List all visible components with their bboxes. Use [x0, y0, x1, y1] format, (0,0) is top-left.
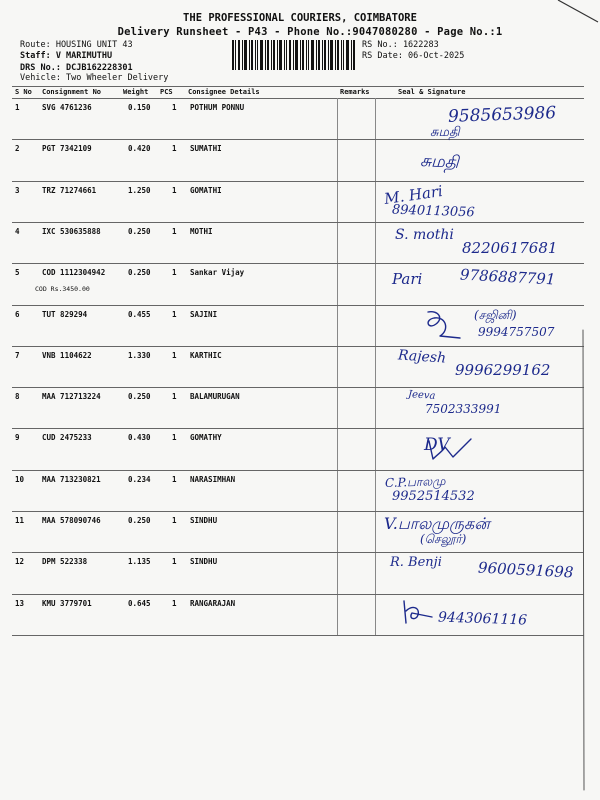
- row-weight: 0.250: [128, 268, 151, 278]
- row-consignee: NARASIMHAN: [190, 474, 236, 484]
- row-weight: 0.430: [128, 433, 151, 443]
- handwritten-signature-line: Pari: [392, 270, 423, 289]
- drs-label: DRS No.: DCJB162228301: [20, 63, 133, 73]
- right-edge-pen-line: [580, 330, 590, 790]
- handwritten-signature-line: R. Benji: [390, 555, 442, 571]
- handwritten-signature-line: DV: [424, 435, 450, 456]
- row-pcs: 1: [172, 557, 177, 567]
- row-divider: [12, 552, 584, 553]
- row-consignee: POTHUM PONNU: [190, 103, 245, 112]
- row-consignment-no: SVG 4761236: [42, 103, 92, 112]
- row-pcs: 1: [172, 103, 177, 112]
- row-consignment-no: MAA 578090746: [42, 516, 101, 525]
- row-divider: [12, 387, 584, 388]
- row-divider: [12, 635, 584, 636]
- row-weight: 0.420: [128, 144, 151, 154]
- row-sno: 2: [15, 144, 20, 154]
- remarks-right-rule: [375, 98, 376, 636]
- row-consignment-no: MAA 713230821: [42, 474, 101, 484]
- handwritten-signature-line: 8940113056: [391, 202, 475, 221]
- row-divider: [12, 428, 584, 429]
- handwritten-signature-line: C.P.பாலமு: [384, 473, 446, 490]
- row-consignee: GOMATHY: [190, 433, 222, 443]
- handwritten-signature-line: 9585653986: [447, 103, 557, 127]
- row-consignment-no: MAA 712713224: [42, 392, 101, 402]
- row-pcs: 1: [172, 185, 177, 195]
- row-pcs: 1: [172, 309, 177, 319]
- row-consignee: RANGARAJAN: [190, 598, 236, 608]
- row-weight: 0.250: [128, 392, 151, 402]
- handwritten-signature-line: 9786887791: [459, 265, 556, 289]
- row-pcs: 1: [172, 516, 177, 525]
- runsheet-title: Delivery Runsheet - P43 - Phone No.:9047080280 - Page No.:1: [117, 26, 503, 38]
- handwritten-signature-line: 7502333991: [425, 402, 502, 417]
- row-pcs: 1: [172, 433, 177, 443]
- row-pcs: 1: [172, 350, 177, 360]
- col-seal-signature: Seal & Signature: [398, 88, 466, 96]
- row-consignment-no: DPM 522338: [42, 557, 88, 567]
- row-consignee: BALAMURUGAN: [190, 392, 240, 402]
- handwritten-signature-line: Rajesh: [397, 347, 447, 367]
- row-consignment-no: KMU 3779701: [42, 598, 92, 608]
- row-weight: 0.645: [128, 598, 151, 608]
- row-weight: 0.455: [128, 309, 151, 319]
- row-divider: [12, 263, 584, 264]
- row-divider: [12, 511, 584, 512]
- handwritten-signature-line: 8220617681: [462, 238, 558, 257]
- row-sno: 11: [15, 516, 25, 525]
- row-weight: 0.150: [128, 103, 151, 112]
- row-consignee: Sankar Vijay: [190, 268, 245, 278]
- col-pcs: PCS: [160, 88, 173, 96]
- col-consignee: Consignee Details: [188, 88, 260, 96]
- row-6-signature-stroke: [420, 308, 465, 342]
- row-13-signature-stroke: [398, 597, 438, 627]
- row-consignee: SINDHU: [190, 516, 218, 525]
- row-weight: 0.250: [128, 226, 151, 236]
- handwritten-signature-line: Jeeva: [407, 389, 436, 403]
- handwritten-signature-line: (சஜினி): [474, 307, 517, 322]
- row-pcs: 1: [172, 474, 177, 484]
- row-divider: [12, 139, 584, 140]
- handwritten-signature-line: 9443061116: [437, 609, 528, 629]
- row-sno: 4: [15, 226, 20, 236]
- col-weight: Weight: [123, 88, 149, 96]
- row-weight: 1.330: [128, 350, 151, 360]
- row-sno: 12: [15, 557, 25, 567]
- handwritten-signature-line: V.பாலமுருகன்: [384, 514, 490, 533]
- row-consignee: SUMATHI: [190, 144, 222, 154]
- row-weight: 1.250: [128, 185, 151, 195]
- row-divider: [12, 470, 584, 471]
- table-header-rule: [12, 98, 584, 99]
- route-label: Route: HOUSING UNIT 43: [20, 40, 133, 50]
- handwritten-signature-line: 9952514532: [392, 488, 475, 504]
- row-consignment-no: COD 1112304942: [42, 268, 106, 278]
- row-consignee: SINDHU: [190, 557, 218, 567]
- row-pcs: 1: [172, 144, 177, 154]
- row-sno: 9: [15, 433, 20, 443]
- row-consignment-no: VNB 1104622: [42, 350, 92, 360]
- handwritten-signature-line: M. Hari: [383, 181, 444, 208]
- row-divider: [12, 305, 584, 306]
- row-consignee: GOMATHI: [190, 185, 222, 195]
- row-consignment-no: TUT 829294: [42, 309, 88, 319]
- col-remarks: Remarks: [340, 88, 370, 96]
- row-sno: 10: [15, 474, 25, 484]
- rs-number: RS No.: 1622283: [362, 40, 439, 50]
- row-sno: 6: [15, 309, 20, 319]
- row-divider: [12, 346, 584, 347]
- row-sno: 3: [15, 185, 20, 195]
- handwritten-signature-line: 9600591698: [477, 558, 574, 582]
- remarks-left-rule: [337, 98, 338, 636]
- row-9-signature-stroke: [425, 435, 475, 465]
- row-pcs: 1: [172, 226, 177, 236]
- row-consignee: KARTHIC: [190, 350, 222, 360]
- row-sno: 8: [15, 392, 20, 402]
- row-sno: 5: [15, 268, 20, 278]
- row-pcs: 1: [172, 392, 177, 402]
- handwritten-signature-line: 9996299162: [455, 360, 551, 379]
- barcode: [232, 40, 356, 70]
- handwritten-signature-line: 9994757507: [478, 324, 555, 339]
- vehicle-label: Vehicle: Two Wheeler Delivery: [20, 73, 169, 83]
- row-divider: [12, 594, 584, 595]
- row-consignee: MOTHI: [190, 226, 213, 236]
- row-divider: [12, 222, 584, 223]
- row-pcs: 1: [172, 268, 177, 278]
- handwritten-signature-line: சுமதி: [430, 125, 460, 140]
- col-consignment: Consignment No: [42, 88, 102, 96]
- handwritten-signature-line: (செலூர்): [420, 532, 467, 546]
- row-consignment-no: PGT 7342109: [42, 144, 92, 154]
- col-sno: S No: [15, 88, 32, 96]
- row-consignee: SAJINI: [190, 309, 218, 319]
- row-consignment-no: CUD 2475233: [42, 433, 92, 443]
- row-sno: 7: [15, 350, 20, 360]
- row-consignment-no: TRZ 71274661: [42, 185, 97, 195]
- row-pcs: 1: [172, 598, 177, 608]
- handwritten-signature-line: சுமதி: [419, 151, 460, 174]
- row-sno: 13: [15, 598, 25, 608]
- row-divider: [12, 181, 584, 182]
- row-weight: 0.234: [128, 474, 151, 484]
- company-title: THE PROFESSIONAL COURIERS, COIMBATORE: [183, 12, 417, 24]
- table-top-rule: [12, 86, 584, 87]
- staff-label: Staff: V MARIMUTHU: [20, 51, 113, 61]
- handwritten-signature-line: S. mothi: [395, 226, 454, 243]
- rs-date: RS Date: 06-Oct-2025: [362, 51, 465, 61]
- row-consignment-no: IXC 530635888: [42, 226, 101, 236]
- row-sno: 1: [15, 103, 20, 112]
- row-cod-note: COD Rs.3450.00: [35, 285, 90, 294]
- row-weight: 0.250: [128, 516, 151, 525]
- row-weight: 1.135: [128, 557, 151, 567]
